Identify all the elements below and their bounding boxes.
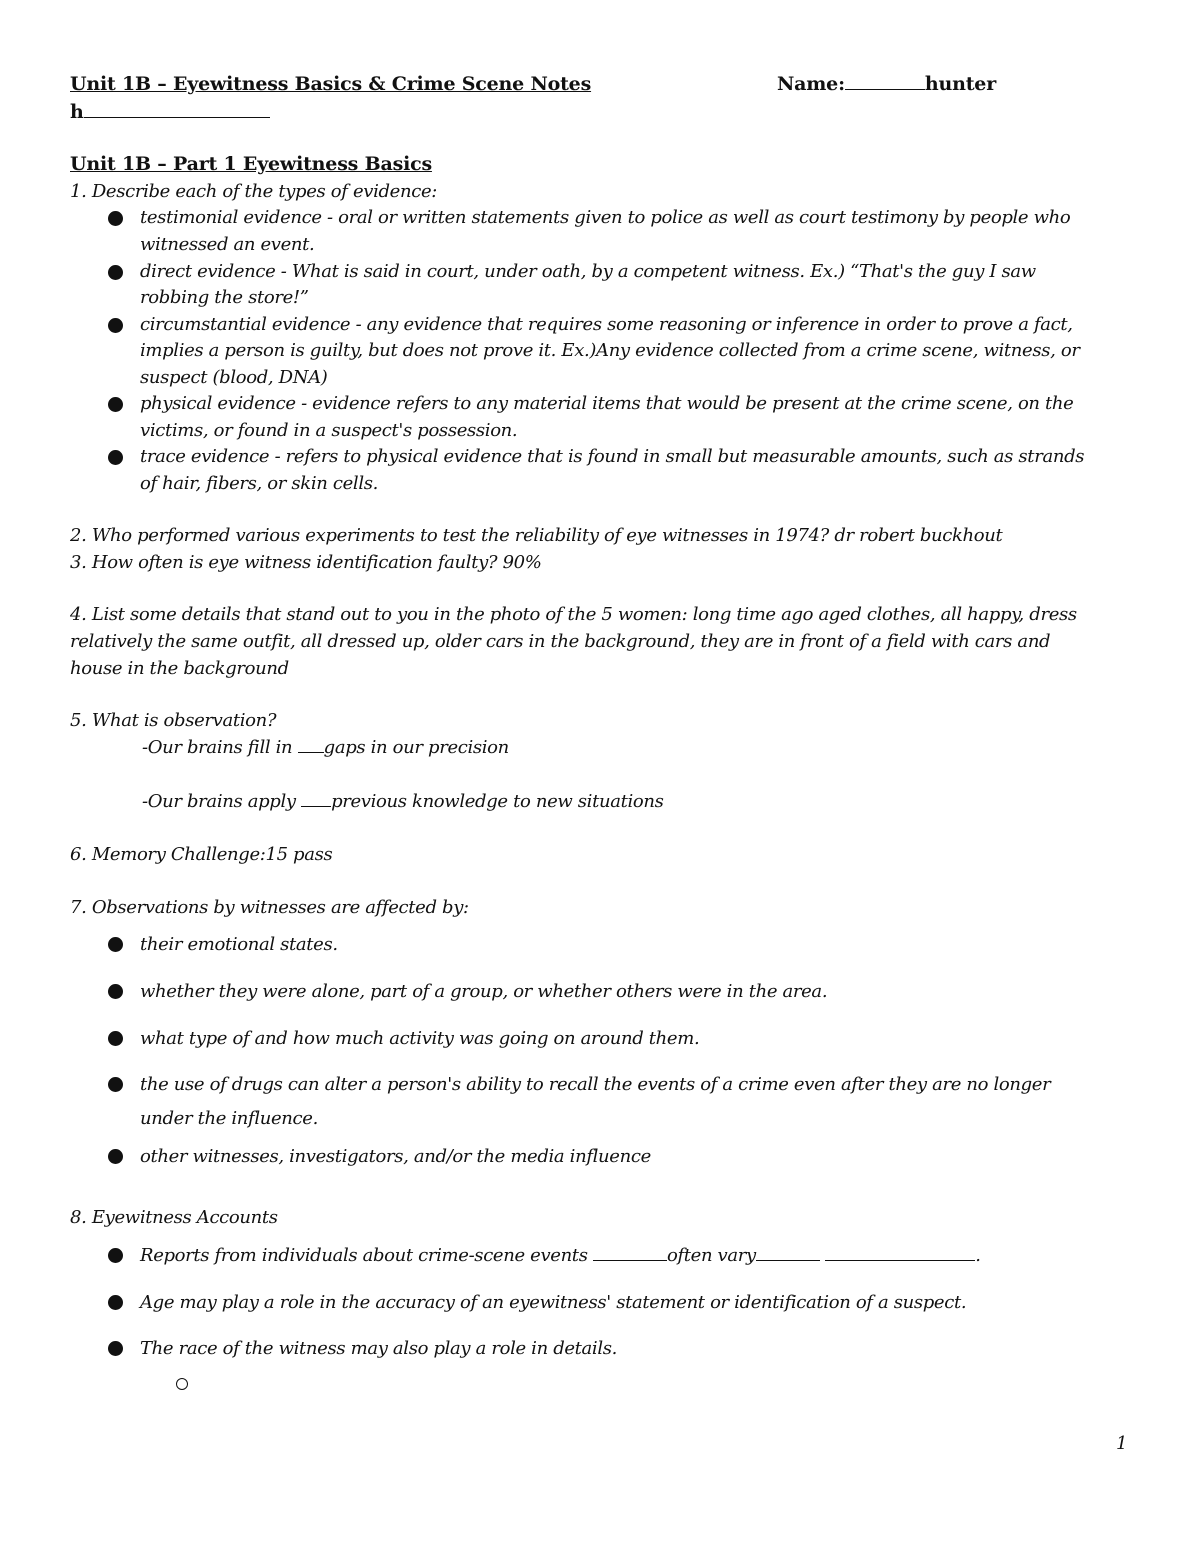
part1-heading: Unit 1B – Part 1 Eyewitness Basics	[70, 153, 432, 175]
evidence-trace-line2: of hair, fibers, or skin cells.	[140, 473, 378, 494]
eyewitness-item-1-text: Reports from individuals about crime-scene events	[140, 1245, 593, 1266]
bullet-icon	[108, 1031, 123, 1046]
bullet-icon	[108, 984, 123, 999]
observation-line-a-prefix: -Our brains fill in	[142, 737, 298, 758]
observation-factor: what type of and how much activity was going on around them.	[140, 1028, 700, 1049]
evidence-circumstantial-line1: circumstantial evidence - any evidence that requires some reasoning or inference in order to prove a fact,	[140, 314, 1073, 335]
observation-factor-cont: under the influence.	[140, 1108, 318, 1129]
evidence-physical-line2: victims, or found in a suspect's possession.	[140, 420, 518, 441]
bullet-icon	[108, 450, 123, 465]
question-2: 2. Who performed various experiments to test the reliability of eye witnesses in 1974? dr robert buckhout	[70, 525, 1003, 546]
observation-line-b-answer: previous knowledge to new situations	[331, 791, 664, 812]
question-5: 5. What is observation?	[70, 710, 277, 731]
evidence-physical-line1: physical evidence - evidence refers to any material items that would be present at the crime scene, on the	[140, 393, 1074, 414]
question-4-line2: relatively the same outfit, all dressed up, older cars in the background, they are in front of a field with cars and	[70, 631, 1051, 652]
observation-factor: the use of drugs can alter a person's ability to recall the events of a crime even after they are no longer	[140, 1074, 1051, 1095]
name-blank	[845, 88, 925, 90]
evidence-direct-line2: robbing the store!”	[140, 287, 309, 308]
evidence-circumstantial-line3: suspect (blood, DNA)	[140, 367, 328, 388]
evidence-testimonial-line2: witnessed an event.	[140, 234, 315, 255]
observation-factor: other witnesses, investigators, and/or the media influence	[140, 1146, 651, 1167]
fill-blank	[825, 1259, 975, 1261]
eyewitness-item-1-end: .	[975, 1245, 981, 1266]
eyewitness-item-1-answer: often vary	[666, 1245, 756, 1266]
bullet-icon	[108, 265, 123, 280]
observation-line-b-blank	[301, 805, 331, 807]
question-7: 7. Observations by witnesses are affected by:	[70, 897, 469, 918]
evidence-direct-line1: direct evidence - What is said in court, under oath, by a competent witness. Ex.) “That's the guy I saw	[140, 261, 1036, 282]
eyewitness-item-3: The race of the witness may also play a role in details.	[140, 1338, 618, 1359]
question-4-line3: house in the background	[70, 658, 289, 679]
fill-blank	[756, 1259, 820, 1261]
bullet-icon	[108, 211, 123, 226]
name-cont-blank	[84, 116, 270, 118]
evidence-trace-line1: trace evidence - refers to physical evidence that is found in small but measurable amounts, such as strands	[140, 446, 1085, 467]
bullet-icon	[108, 318, 123, 333]
fill-blank	[593, 1259, 667, 1261]
bullet-icon	[108, 937, 123, 952]
eyewitness-item-2: Age may play a role in the accuracy of an eyewitness' statement or identification of a suspect.	[140, 1292, 967, 1313]
question-4-line1: 4. List some details that stand out to you in the photo of the 5 women: long time ago aged clothes, all happy, dress	[70, 604, 1077, 625]
bullet-icon	[108, 1295, 123, 1310]
bullet-icon	[108, 1149, 123, 1164]
observation-factor: whether they were alone, part of a group, or whether others were in the area.	[140, 981, 828, 1002]
observation-line-a-blank	[298, 751, 324, 753]
document-title: Unit 1B – Eyewitness Basics & Crime Scene Notes	[70, 73, 592, 95]
name-value: hunter	[924, 73, 997, 95]
bullet-icon	[108, 1248, 123, 1263]
observation-factor: their emotional states.	[140, 934, 338, 955]
question-8: 8. Eyewitness Accounts	[70, 1207, 278, 1228]
observation-line-b-prefix: -Our brains apply	[142, 791, 302, 812]
observation-line-a	[142, 734, 509, 761]
name-cont-value: h	[70, 101, 84, 123]
name-continuation	[70, 101, 270, 123]
evidence-testimonial-line1: testimonial evidence - oral or written statements given to police as well as court testimony by people who	[140, 207, 1071, 228]
bullet-icon	[108, 1077, 123, 1092]
bullet-icon	[108, 1341, 123, 1356]
name-label: Name:	[777, 73, 845, 95]
hollow-bullet-icon	[176, 1378, 188, 1390]
observation-line-a-answer: gaps in our precision	[323, 737, 509, 758]
question-1: 1. Describe each of the types of evidence:	[70, 181, 437, 202]
question-3: 3. How often is eye witness identification faulty? 90%	[70, 552, 542, 573]
evidence-circumstantial-line2: implies a person is guilty, but does not prove it. Ex.)Any evidence collected from a crime scene, witness, or	[140, 340, 1080, 361]
question-6: 6. Memory Challenge:15 pass	[70, 844, 333, 865]
page-number: 1	[1116, 1433, 1128, 1454]
name-line	[777, 73, 996, 95]
eyewitness-item-1	[140, 1242, 981, 1269]
bullet-icon	[108, 397, 123, 412]
observation-line-b	[142, 788, 664, 815]
